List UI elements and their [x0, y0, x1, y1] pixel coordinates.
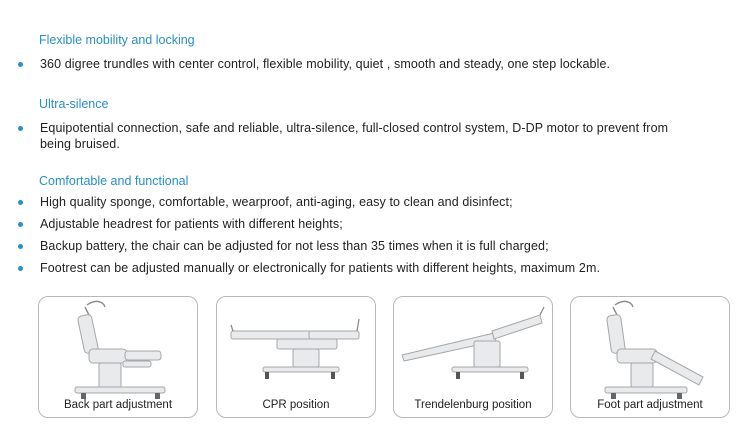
- bullet-text: Footrest can be adjusted manually or electronically for patients with different heights, maximum 2m.: [40, 261, 601, 275]
- bullet-icon: [18, 244, 23, 249]
- bullet-text: Equipotential connection, safe and reliable, ultra-silence, full-closed control system, D-DP motor to prevent from being bruised.: [40, 121, 669, 151]
- section-heading-comfort: Comfortable and functional: [39, 174, 189, 188]
- position-card-back: [38, 296, 198, 418]
- card-caption: Foot part adjustment: [597, 399, 703, 411]
- position-card-trendelenburg: [393, 296, 553, 418]
- bullet-icon: [18, 222, 23, 227]
- position-card-cpr: [216, 296, 376, 418]
- list-item: [18, 194, 728, 210]
- bullet-text: High quality sponge, comfortable, wearproof, anti-aging, easy to clean and disinfect;: [40, 195, 513, 209]
- bullet-icon: [18, 126, 23, 131]
- bullet-text: Adjustable headrest for patients with different heights;: [40, 217, 343, 231]
- bullet-text: Backup battery, the chair can be adjusted for not less than 35 times when it is full charged;: [40, 239, 549, 253]
- card-caption: CPR position: [262, 399, 330, 411]
- bullet-icon: [18, 62, 23, 67]
- list-item: [18, 238, 728, 254]
- bullet-text: 360 digree trundles with center control, flexible mobility, quiet , smooth and steady, one step lockable.: [40, 57, 611, 71]
- list-item: [18, 260, 728, 276]
- section-heading-mobility: Flexible mobility and locking: [39, 33, 195, 47]
- list-item: [18, 56, 728, 72]
- position-card-foot: [570, 296, 730, 418]
- card-caption: Back part adjustment: [63, 399, 173, 411]
- list-item: [18, 120, 728, 152]
- bullet-icon: [18, 200, 23, 205]
- section-heading-silence: Ultra-silence: [39, 97, 109, 111]
- list-item: [18, 216, 728, 232]
- card-caption: Trendelenburg position: [414, 399, 532, 411]
- bullet-icon: [18, 266, 23, 271]
